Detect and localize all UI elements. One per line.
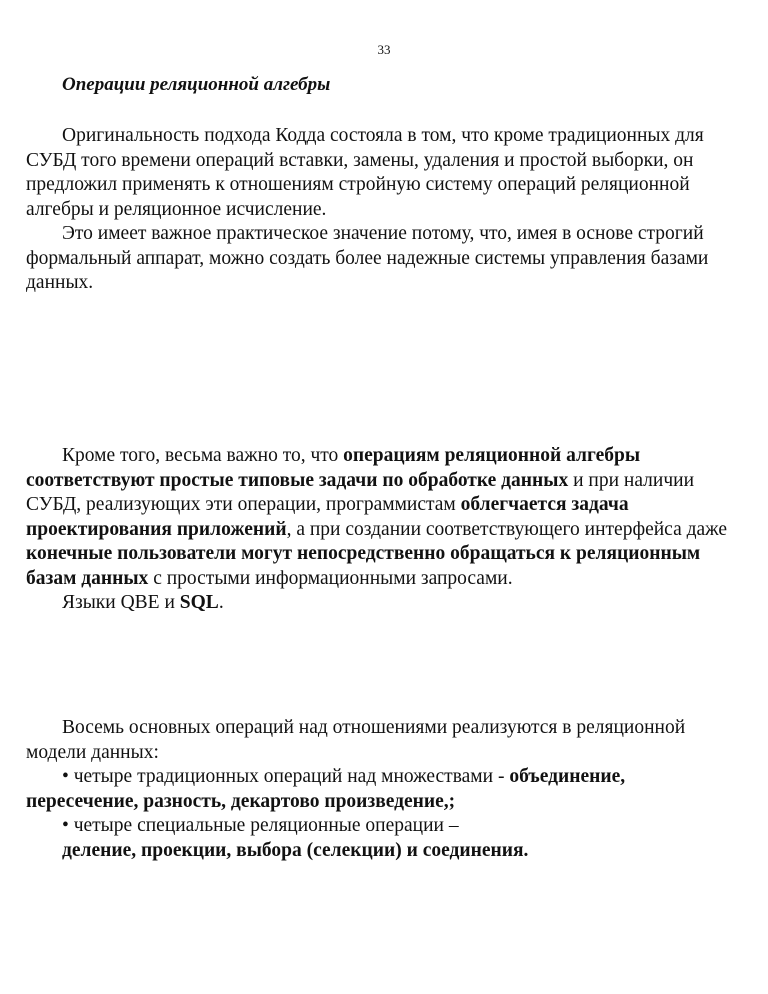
bullet-icon: • [62, 766, 69, 787]
sql-bold: SQL [179, 592, 219, 613]
languages-suffix: . [218, 592, 224, 613]
benefits-text-1: Кроме того, весьма важно то, что [62, 445, 344, 466]
paragraph-benefits [26, 444, 742, 591]
special-operations-list [26, 839, 742, 864]
bullet-icon: • [62, 815, 69, 836]
benefits-block [26, 444, 742, 616]
bullet-traditional-operations [26, 765, 742, 814]
benefits-text-3: , а при создании соответствующего интерфейса даже [286, 518, 728, 540]
page-number: 33 [377, 42, 391, 57]
intro-block [26, 124, 742, 296]
paragraph-eight-operations: Восемь основных операций над отношениями реализуются в реляционной модели данных: [26, 717, 686, 763]
bullet-special-operations [26, 814, 742, 839]
bullet-special-text: четыре специальные реляционные операции – [68, 815, 459, 836]
bullet-traditional-bold: объединение, пересечение, разность, декартово произведение,; [26, 766, 626, 812]
benefits-bold-2: облегчается задача проектирования приложений [26, 494, 629, 540]
special-operations-bold: деление, проекции, выбора (селекции) и соединения. [62, 839, 529, 861]
paragraph-practical-value: Это имеет важное практическое значение потому, что, имея в основе строгий формальный аппарат, можно создать более надежные системы управления базами данных. [26, 223, 709, 293]
operations-block [26, 716, 742, 863]
languages-text: Языки QBE и [62, 592, 180, 613]
bullet-traditional-text: четыре традиционных операций над множествами - [68, 766, 510, 787]
paragraph-codd-approach: Оригинальность подхода Кодда состояла в том, что кроме традиционных для СУБД того времени операций вставки, замены, удаления и простой выборки, он предложил применять к отношениям стройную систему операций реляционной алгебры и реляционное исчисление. [26, 125, 704, 220]
paragraph-languages [26, 591, 742, 616]
benefits-bold-1: операциям реляционной алгебры соответствуют простые типовые задачи по обработке данных [26, 445, 641, 491]
benefits-text-4: с простыми информационными запросами. [148, 567, 513, 589]
benefits-text-2: и при наличии СУБД, реализующих эти операции, программистам [26, 469, 695, 515]
section-heading: Операции реляционной алгебры [62, 74, 331, 95]
benefits-bold-3: конечные пользователи могут непосредственно обращаться к реляционным базам данных [26, 543, 701, 589]
